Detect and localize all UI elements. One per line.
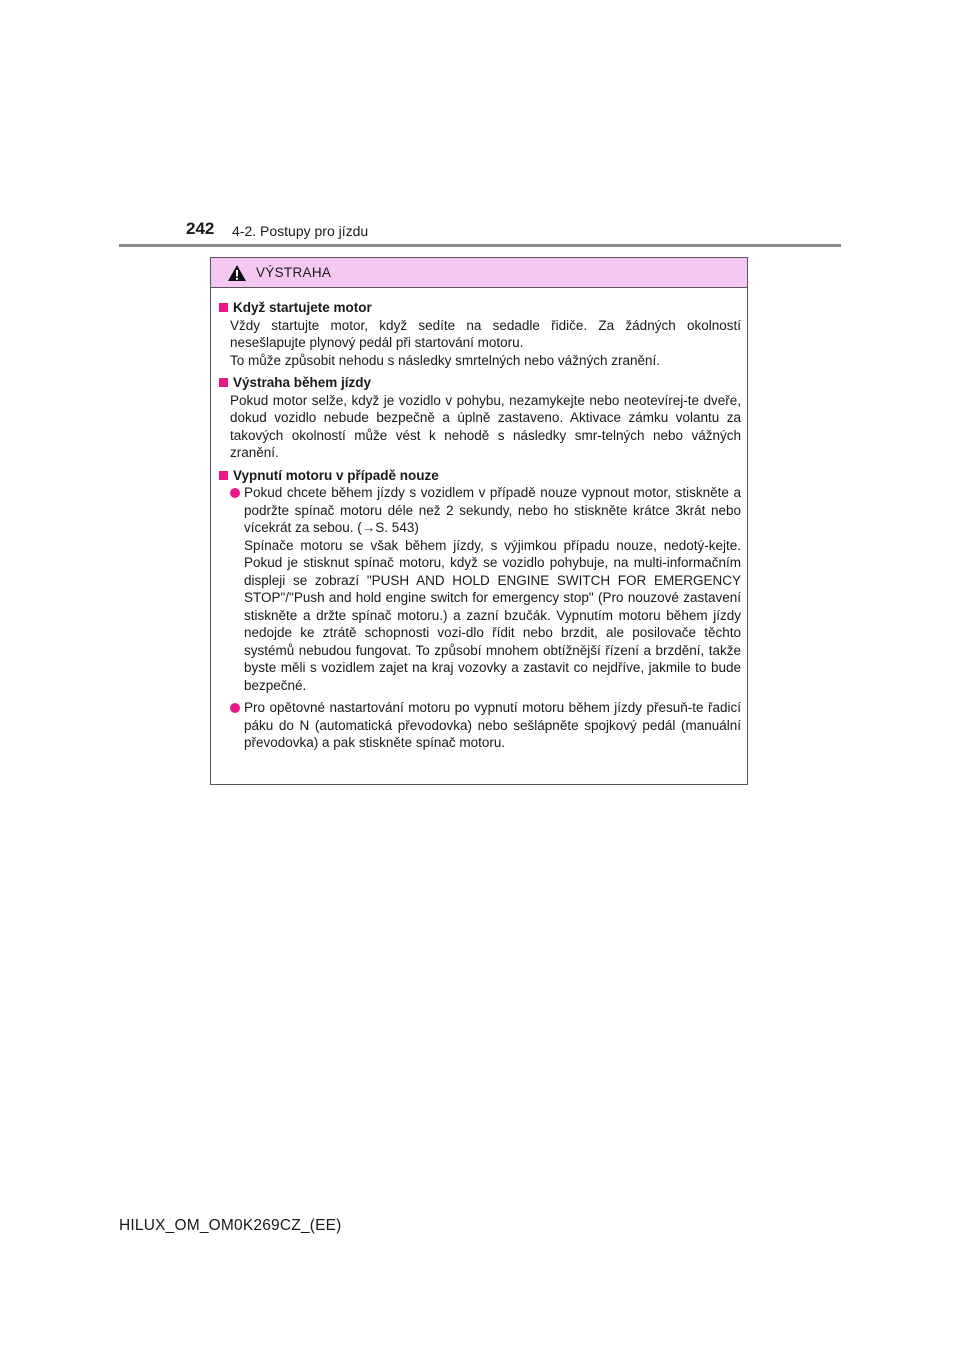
bullet-paragraph: Pro opětovné nastartování motoru po vypnutí motoru během jízdy přesuň-te řadicí páku do N (automatická převodovka) nebo sešlápněte spojkový pedál (manuální převodovka) a pak stiskněte spínač motoru. <box>244 700 741 750</box>
round-bullet-icon <box>230 703 240 713</box>
warning-title: VÝSTRAHA <box>256 265 332 280</box>
warning-box <box>210 257 748 785</box>
item-heading: Když startujete motor <box>233 300 372 315</box>
list-item <box>218 484 741 694</box>
list-item <box>218 699 741 752</box>
item-heading: Vypnutí motoru v případě nouze <box>233 467 439 483</box>
header-rule <box>119 244 841 247</box>
warning-body <box>211 288 747 752</box>
item-heading: Výstraha během jízdy <box>233 375 372 390</box>
bullet-paragraph: Pokud chcete během jízdy s vozidlem v případě nouze vypnout motor, stiskněte a podržte spínač motoru déle než 2 sekundy, nebo ho stiskněte krátce 3krát nebo vícekrát za sebou. (→S. 543) <box>244 485 741 535</box>
section-title: 4-2. Postupy pro jízdu <box>232 223 369 239</box>
document-code: HILUX_OM_OM0K269CZ_(EE) <box>119 1217 342 1234</box>
round-bullet-icon <box>230 488 240 498</box>
page-number: 242 <box>186 219 215 238</box>
square-bullet-icon <box>219 303 228 312</box>
item-paragraph: Vždy startujte motor, když sedíte na sedadle řidiče. Za žádných okolností nesešlapujte plynový pedál při startování motoru. <box>230 317 741 350</box>
square-bullet-icon <box>219 378 228 387</box>
item-paragraph: To může způsobit nehodu s následky smrtelných nebo vážných zranění. <box>230 352 660 368</box>
square-bullet-icon <box>219 471 228 480</box>
item-paragraph: Pokud motor selže, když je vozidlo v pohybu, nezamykejte nebo neotevírej-te dveře, dokud vozidlo nebude bezpečně a úplně zastaveno. Aktivace zámku volantu za takových okolností může vést k nehodě s následky smr-telných nebo vážných zranění. <box>230 392 741 460</box>
warning-item-emergency-stop <box>218 467 741 752</box>
warning-triangle-icon <box>227 264 247 282</box>
warning-header <box>211 258 747 288</box>
bullet-paragraph: Spínače motoru se však během jízdy, s výjimkou případu nouze, nedotý-kejte. Pokud je stisknut spínač motoru, když se vozidlo pohybuje, na multi-informačním displeji se zobrazí "PUSH AND HOLD ENGINE SWITCH FOR EMERGENCY STOP"/"Push and hold engine switch for emergency stop" (Pro nouzové zastavení stiskněte a držte spínač motoru.) a zazní bzučák. Vypnutím motoru během jízdy nedojde ke ztrátě schopnosti vozi-dlo řídit nebo brzdit, ale posilovače těchto systémů nebudou fungovat. To způsobí mnohem obtížnější řízení a brzdění, takže byste měli s vozidlem zajet na kraj vozovky a zastavit co nejdříve, jakmile to bude bezpečné. <box>244 537 741 693</box>
warning-item-start-engine <box>218 299 741 369</box>
warning-item-driving <box>218 374 741 462</box>
